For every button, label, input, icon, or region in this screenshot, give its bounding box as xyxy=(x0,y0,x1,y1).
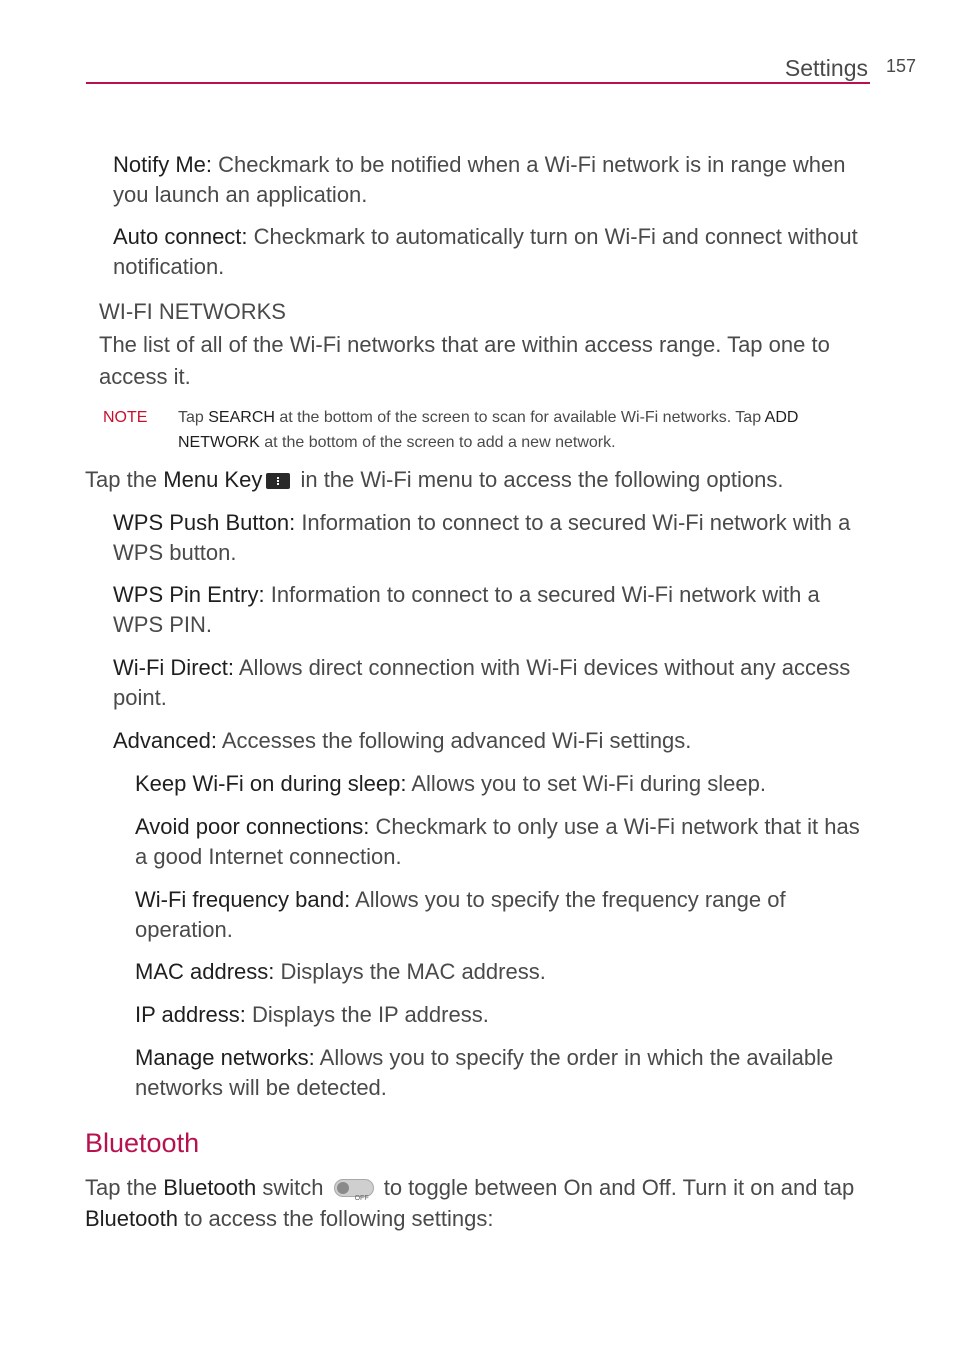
bluetooth-text: to access the following settings: xyxy=(177,1206,494,1231)
page-number: 157 xyxy=(886,56,917,76)
advanced-item xyxy=(113,726,873,756)
bluetooth-body xyxy=(85,1172,875,1234)
item-text: Allows you to specify the frequency range of operation. xyxy=(135,887,786,942)
menu-key-label: Menu Key xyxy=(163,467,263,492)
manage-networks-item xyxy=(135,1043,875,1103)
item-text: Information to connect to a secured Wi-Fi network with a WPS PIN. xyxy=(113,582,820,637)
item-term: WPS Push Button: xyxy=(113,510,296,535)
item-text: Checkmark to be notified when a Wi-Fi network is in range when you launch an application. xyxy=(113,152,846,207)
wifi-networks-title: WI-FI NETWORKS xyxy=(99,299,286,324)
item-text: Checkmark to only use a Wi-Fi network that it has a good Internet connection. xyxy=(135,814,860,869)
item-text: Allows direct connection with Wi-Fi devices without any access point. xyxy=(113,655,851,710)
wps-pin-entry-item xyxy=(113,580,873,640)
item-text: Accesses the following advanced Wi-Fi settings. xyxy=(216,728,692,753)
item-text: Displays the IP address. xyxy=(245,1002,489,1027)
item-term: Notify Me: xyxy=(113,152,213,177)
item-text: Allows you to set Wi-Fi during sleep. xyxy=(406,771,766,796)
item-term: Advanced: xyxy=(113,728,217,753)
note-key-search: SEARCH xyxy=(208,409,275,426)
bluetooth-key: Bluetooth xyxy=(163,1175,257,1200)
bluetooth-key: Bluetooth xyxy=(85,1206,178,1231)
item-text: Checkmark to automatically turn on Wi-Fi and connect without notification. xyxy=(113,224,858,279)
mac-address-item xyxy=(135,957,875,987)
item-term: Wi-Fi Direct: xyxy=(113,655,234,680)
note-text-part: at the bottom of the screen to add a new network. xyxy=(259,434,616,451)
keep-wifi-on-item xyxy=(135,769,875,799)
bluetooth-text: switch xyxy=(256,1175,330,1200)
item-term: Keep Wi-Fi on during sleep: xyxy=(135,771,407,796)
wifi-direct-item xyxy=(113,653,873,713)
note-text-part: Tap xyxy=(178,409,209,426)
section-name: Settings xyxy=(784,55,868,81)
item-term: Avoid poor connections: xyxy=(135,814,370,839)
item-term: MAC address: xyxy=(135,959,275,984)
auto-connect-item xyxy=(113,222,873,282)
notify-me-item xyxy=(113,150,873,210)
menu-intro-text: in the Wi-Fi menu to access the following options. xyxy=(294,467,784,492)
note-label: NOTE xyxy=(103,409,148,426)
item-term: Wi-Fi frequency band: xyxy=(135,887,351,912)
note-text-part: at the bottom of the screen to scan for available Wi-Fi networks. Tap xyxy=(274,409,765,426)
note-text xyxy=(178,405,868,455)
bluetooth-heading: Bluetooth xyxy=(85,1128,200,1158)
toggle-label: OFF xyxy=(354,1195,369,1202)
bluetooth-text: to toggle between On and Off. Turn it on and tap xyxy=(377,1175,855,1200)
wifi-networks-body: The list of all of the Wi-Fi networks that are within access range. Tap one to access it. xyxy=(99,332,830,389)
item-term: WPS Pin Entry: xyxy=(113,582,265,607)
page-header xyxy=(86,52,870,84)
ip-address-item xyxy=(135,1000,875,1030)
avoid-poor-connections-item xyxy=(135,812,875,872)
bluetooth-toggle-icon xyxy=(334,1179,374,1202)
item-text: Information to connect to a secured Wi-Fi network with a WPS button. xyxy=(113,510,851,565)
wifi-frequency-band-item xyxy=(135,885,875,945)
wps-push-button-item xyxy=(113,508,873,568)
item-term: IP address: xyxy=(135,1002,246,1027)
menu-intro xyxy=(85,465,875,495)
item-term: Manage networks: xyxy=(135,1045,315,1070)
note-key-add-network: ADD NETWORK xyxy=(178,409,799,451)
menu-intro-text: Tap the xyxy=(85,467,164,492)
item-text: Displays the MAC address. xyxy=(274,959,546,984)
bluetooth-text: Tap the xyxy=(85,1175,164,1200)
item-text: Allows you to specify the order in which the available networks will be detected. xyxy=(135,1045,834,1100)
menu-key-icon xyxy=(266,473,290,489)
item-term: Auto connect: xyxy=(113,224,248,249)
